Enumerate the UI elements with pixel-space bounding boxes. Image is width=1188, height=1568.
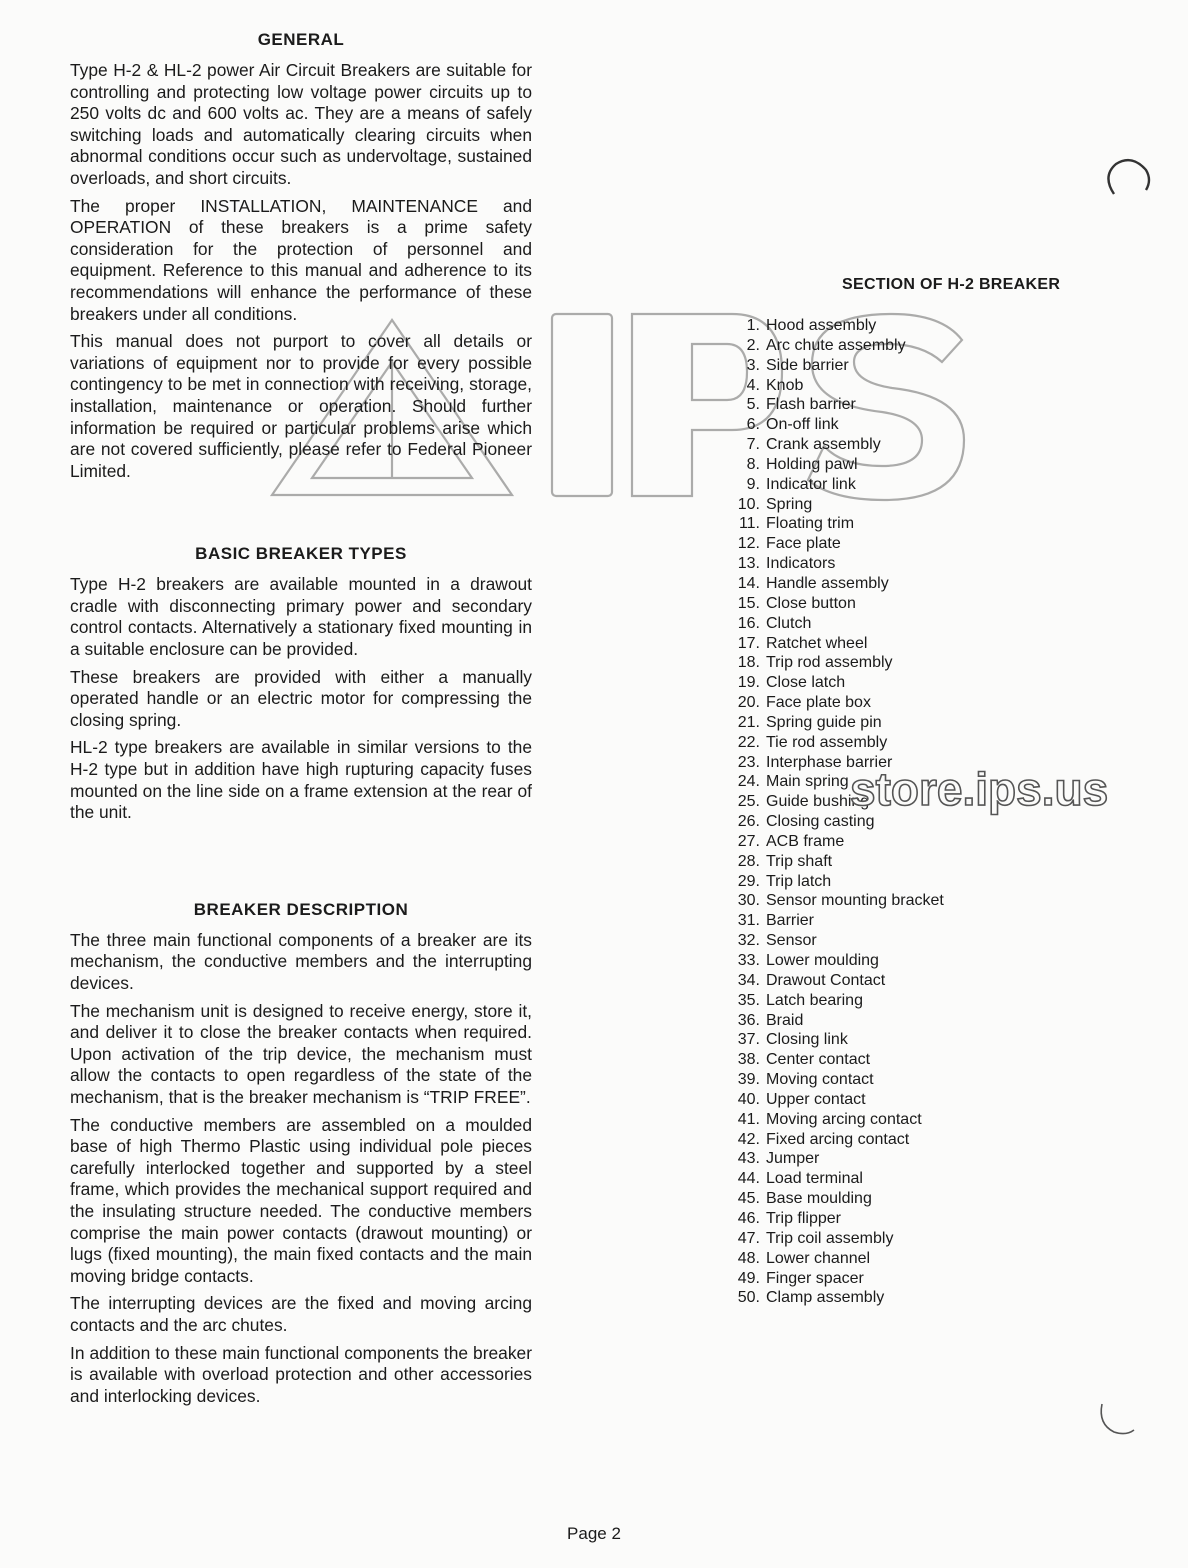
part-label: Hood assembly <box>766 317 877 334</box>
part-number: 29. <box>737 872 760 890</box>
part-number: 21. <box>737 713 760 731</box>
part-number: 46. <box>737 1209 760 1227</box>
part-item <box>722 475 1122 495</box>
part-label: Trip flipper <box>766 1209 841 1227</box>
part-number: 1. <box>746 317 760 334</box>
part-item <box>722 1229 1122 1249</box>
part-item <box>722 514 1122 534</box>
part-label: Face plate box <box>766 694 871 712</box>
part-label: Closing link <box>766 1031 848 1049</box>
part-item <box>722 1030 1122 1050</box>
part-number: 49. <box>737 1269 760 1287</box>
part-number: 4. <box>746 376 760 394</box>
store-url-watermark: store.ips.us <box>850 763 1109 815</box>
part-item <box>722 931 1122 951</box>
part-item <box>722 356 1122 376</box>
part-number: 5. <box>746 396 760 414</box>
part-number: 32. <box>737 932 760 950</box>
part-item <box>722 1269 1122 1289</box>
part-label: ACB frame <box>766 832 845 850</box>
part-item <box>722 1189 1122 1209</box>
part-label: Braid <box>766 1011 804 1029</box>
part-item <box>722 1288 1122 1308</box>
part-number: 47. <box>737 1229 760 1247</box>
part-number: 11. <box>738 515 760 533</box>
part-label: Close latch <box>766 674 846 692</box>
part-label: Guide bushing <box>766 793 870 811</box>
part-number: 45. <box>737 1190 760 1208</box>
description-paragraph: The interrupting devices are the fixed and moving arcing contacts and the arc chutes. <box>70 1293 532 1335</box>
part-number: 30. <box>737 892 760 910</box>
part-item <box>722 971 1122 991</box>
part-number: 15. <box>737 594 760 612</box>
part-number: 43. <box>737 1150 760 1168</box>
part-number: 18. <box>737 654 760 672</box>
part-item <box>722 1149 1122 1169</box>
part-label: Knob <box>766 376 804 394</box>
part-item <box>722 455 1122 475</box>
part-number: 19. <box>737 674 760 692</box>
part-label: Holding pawl <box>766 455 858 473</box>
part-number: 7. <box>746 436 760 454</box>
part-number: 14. <box>737 574 760 592</box>
part-number: 33. <box>737 952 760 969</box>
part-label: Clutch <box>766 614 812 632</box>
punch-hole-mark <box>1100 154 1156 206</box>
part-number: 24. <box>737 773 760 791</box>
part-label: Trip shaft <box>766 852 833 870</box>
general-paragraph: The proper INSTALLATION, MAINTENANCE and OPERATION of these breakers is a prime safety consideration for the protection of personnel and equipment. Reference to this manual and adherence to its recommendations will enhance the performance of these breakers under all conditions. <box>70 195 532 324</box>
part-item <box>722 872 1122 892</box>
part-label: Flash barrier <box>766 396 856 414</box>
part-item <box>722 1011 1122 1031</box>
part-number: 38. <box>737 1051 760 1069</box>
part-item <box>722 415 1122 435</box>
part-label: Barrier <box>766 912 815 930</box>
part-item <box>722 435 1122 455</box>
part-item <box>722 1169 1122 1189</box>
part-item <box>722 911 1122 931</box>
part-number: 13. <box>737 555 760 573</box>
part-label: Trip coil assembly <box>766 1229 894 1247</box>
part-number: 40. <box>737 1090 760 1108</box>
part-number: 9. <box>746 475 760 493</box>
basic-types-paragraph: Type H-2 breakers are available mounted in a drawout cradle with disconnecting primary power and secondary control contacts. Alternatively a stationary fixed mounting in a suitable enclosure can be provided. <box>70 574 532 660</box>
description-paragraph: The conductive members are assembled on a moulded base of high Thermo Plastic using individual pole pieces carefully interlocked together and supported by a steel frame, which provides the mechanical support required and the insulating structure needed. The conductive members comprise the main power contacts (drawout mounting) or lugs (fixed mounting), the main fixed contacts and the main moving bridge contacts. <box>70 1114 532 1286</box>
part-number: 10. <box>737 495 760 513</box>
page-number: Page 2 <box>567 1524 621 1543</box>
basic-breaker-types-heading: BASIC BREAKER TYPES <box>195 544 407 564</box>
part-item <box>722 574 1122 594</box>
part-item <box>722 852 1122 872</box>
part-number: 41. <box>737 1110 760 1128</box>
part-item <box>722 634 1122 654</box>
basic-types-paragraph: HL-2 type breakers are available in similar versions to the H-2 type but in addition have high rupturing capacity fuses mounted on the line side on a frame extension at the rear of the unit. <box>70 737 532 823</box>
part-item <box>722 614 1122 634</box>
part-label: Side barrier <box>766 356 849 374</box>
part-label: Finger spacer <box>766 1269 864 1287</box>
general-paragraph: Type H-2 & HL-2 power Air Circuit Breakers are suitable for controlling and protecting low voltage power circuits up to 250 volts dc and 600 volts ac. They are a means of safely switching loads and automatically clearing circuits when abnormal conditions occur such as undervoltage, sustained overloads, and short circuits. <box>70 60 532 188</box>
part-number: 22. <box>737 733 760 751</box>
part-label: Sensor <box>766 932 817 950</box>
part-number: 12. <box>737 535 760 553</box>
part-label: Ratchet wheel <box>766 634 868 652</box>
part-number: 20. <box>737 694 760 712</box>
part-number: 48. <box>737 1249 760 1267</box>
part-label: Closing casting <box>766 813 875 831</box>
part-label: Close button <box>766 594 856 612</box>
part-item <box>722 713 1122 733</box>
part-item <box>722 336 1122 356</box>
part-label: Arc chute assembly <box>766 336 906 354</box>
general-paragraph: This manual does not purport to cover all details or variations of equipment nor to provide for every possible contingency to be met in connection with receiving, storage, installation, maintenance or operation. Should further information be required or particular problems arise which are not covered sufficiently, please refer to Federal Pioneer Limited. <box>70 331 532 481</box>
part-label: Moving contact <box>766 1071 874 1089</box>
part-item <box>722 1090 1122 1110</box>
part-item <box>722 554 1122 574</box>
part-label: Lower channel <box>766 1249 871 1267</box>
part-label: Upper contact <box>766 1090 866 1108</box>
part-number: 16. <box>737 614 760 632</box>
part-number: 31. <box>737 912 760 930</box>
part-item <box>722 1050 1122 1070</box>
part-item <box>722 534 1122 554</box>
part-number: 44. <box>737 1170 760 1188</box>
part-number: 37. <box>737 1031 760 1049</box>
part-label: Load terminal <box>766 1170 863 1188</box>
part-label: Interphase barrier <box>766 753 893 771</box>
part-label: Spring <box>766 495 813 513</box>
part-number: 23. <box>737 753 760 771</box>
part-label: Tie rod assembly <box>766 733 888 751</box>
part-label: Sensor mounting bracket <box>766 892 944 910</box>
part-item <box>722 1110 1122 1130</box>
description-paragraph: The three main functional components of a breaker are its mechanism, the conductive members and the interrupting devices. <box>70 929 532 993</box>
part-item <box>722 653 1122 673</box>
part-number: 36. <box>737 1011 760 1029</box>
part-item <box>722 951 1122 971</box>
part-label: Trip rod assembly <box>766 654 893 672</box>
left-column <box>70 30 532 1413</box>
part-label: Latch bearing <box>766 991 863 1009</box>
part-number: 25. <box>737 793 760 811</box>
general-heading: GENERAL <box>257 30 345 49</box>
part-number: 2. <box>746 336 760 354</box>
part-label: Indicator link <box>766 475 856 493</box>
description-paragraph: In addition to these main functional components the breaker is available with overload protection and other accessories and interlocking devices. <box>70 1342 532 1406</box>
part-item <box>722 693 1122 713</box>
part-label: Moving arcing contact <box>766 1110 922 1128</box>
part-label: Clamp assembly <box>766 1289 885 1307</box>
part-label: Handle assembly <box>766 574 889 592</box>
part-item <box>722 316 1122 336</box>
part-item <box>722 673 1122 693</box>
part-number: 3. <box>746 356 760 374</box>
part-number: 27. <box>737 832 760 850</box>
part-label: Jumper <box>766 1150 820 1168</box>
basic-types-paragraph: These breakers are provided with either a manually operated handle or an electric motor for compressing the closing spring. <box>70 666 532 730</box>
part-label: Floating trim <box>766 515 855 533</box>
part-label: Crank assembly <box>766 436 881 454</box>
description-paragraph: The mechanism unit is designed to receive energy, store it, and deliver it to close the breaker contacts when required. Upon activation of the trip device, the mechanism must allow the contacts to open regardless of the state of the mechanism, that is the breaker mechanism is “TRIP FREE”. <box>70 1000 532 1107</box>
part-number: 50. <box>737 1289 760 1307</box>
part-item <box>722 1249 1122 1269</box>
part-label: Drawout Contact <box>766 971 886 989</box>
part-label: Center contact <box>766 1051 871 1069</box>
part-label: Indicators <box>766 555 836 573</box>
part-label: On-off link <box>766 416 839 434</box>
part-item <box>722 891 1122 911</box>
part-item <box>722 1130 1122 1150</box>
part-number: 34. <box>737 971 760 989</box>
part-item <box>722 1070 1122 1090</box>
part-label: Trip latch <box>766 872 832 890</box>
part-label: Main spring <box>766 773 849 791</box>
part-item <box>722 376 1122 396</box>
part-number: 42. <box>737 1130 760 1148</box>
part-item <box>722 1209 1122 1229</box>
part-label: Fixed arcing contact <box>766 1130 910 1148</box>
part-item <box>722 733 1122 753</box>
part-number: 39. <box>737 1071 760 1089</box>
part-number: 26. <box>737 813 760 831</box>
part-number: 17. <box>737 634 760 652</box>
breaker-description-heading: BREAKER DESCRIPTION <box>193 899 409 919</box>
part-label: Base moulding <box>766 1190 872 1208</box>
part-number: 35. <box>737 991 760 1009</box>
part-item <box>722 594 1122 614</box>
part-number: 6. <box>746 416 760 434</box>
part-item <box>722 495 1122 515</box>
part-label: Face plate <box>766 535 841 553</box>
part-label: Spring guide pin <box>766 713 882 731</box>
part-label: Lower moulding <box>766 952 879 969</box>
parts-list-heading: SECTION OF H-2 BREAKER <box>842 276 1061 293</box>
part-number: 8. <box>746 455 760 473</box>
part-number: 28. <box>737 852 760 870</box>
part-item <box>722 395 1122 415</box>
punch-hole-mark <box>1096 1400 1140 1440</box>
part-item <box>722 991 1122 1011</box>
part-item <box>722 832 1122 852</box>
